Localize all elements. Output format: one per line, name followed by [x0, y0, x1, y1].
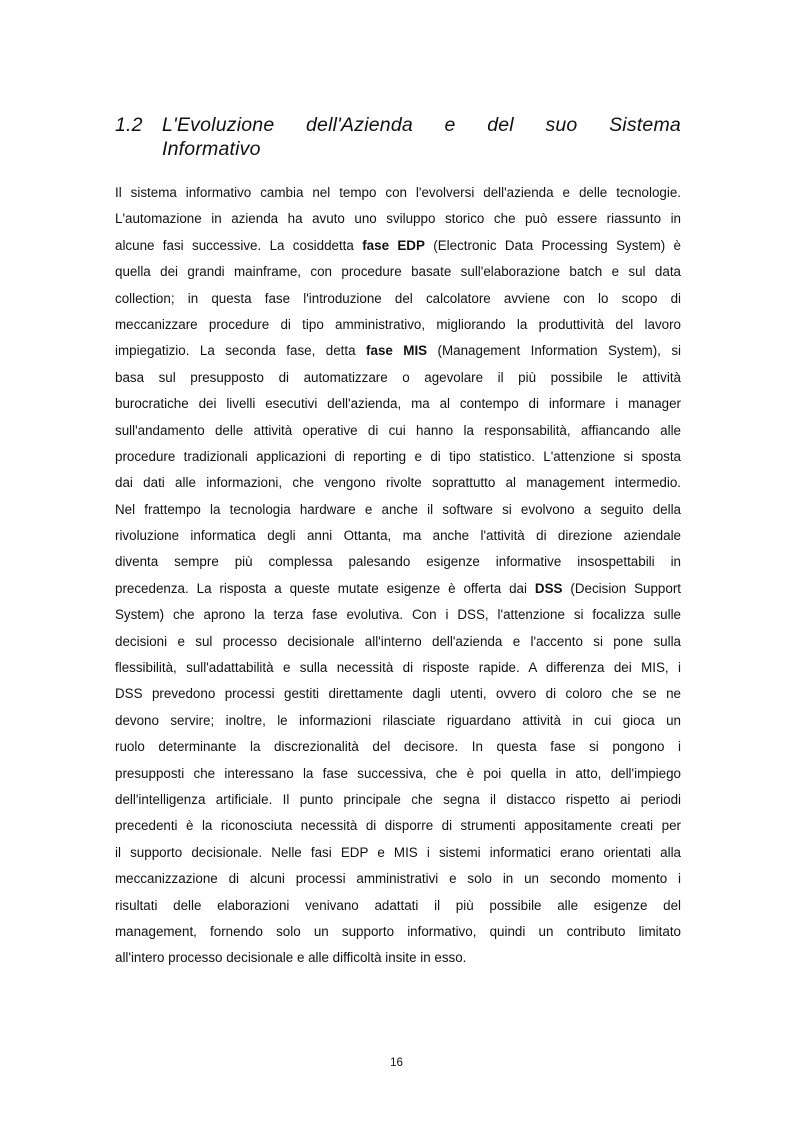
text-line: [115, 919, 681, 945]
text-run: decisioni e sul processo decisionale all'interno dell'azienda e l'accento si pone sulla: [115, 633, 681, 649]
text-run: risultati delle elaborazioni venivano adattati il più possibile alle esigenze del: [115, 897, 681, 913]
section-heading: [115, 113, 681, 161]
text-run: (Electronic Data Processing System) è: [424, 237, 681, 253]
text-line: [115, 787, 681, 813]
text-line: [115, 708, 681, 734]
text-run: burocratiche dei livelli esecutivi dell'azienda, ma al contempo di informare i manager: [115, 396, 681, 412]
text-run: all'intero processo decisionale e alle difficoltà insite in esso.: [115, 950, 467, 966]
text-run: Nel frattempo la tecnologia hardware e anche il software si evolvono a seguito della: [115, 501, 681, 517]
text-run: management, fornendo solo un supporto informativo, quindi un contributo limitato: [115, 923, 681, 939]
text-run: precedenza. La risposta a queste mutate esigenze è offerta dai: [115, 580, 535, 596]
text-line: [115, 470, 681, 496]
text-line: [115, 840, 681, 866]
text-run: procedure tradizionali applicazioni di reporting e di tipo statistico. L'attenzione si sposta: [115, 448, 681, 464]
text-line: [115, 602, 681, 628]
body-paragraph: [115, 180, 681, 972]
heading-word: e: [444, 114, 456, 136]
bold-term: fase MIS: [366, 343, 428, 359]
page-number: 16: [390, 1057, 403, 1069]
text-line: [115, 945, 681, 971]
bold-term: fase EDP: [362, 237, 425, 253]
heading-word: dell'Azienda: [305, 114, 413, 136]
text-run: DSS prevedono processi gestiti direttamente dagli utenti, ovvero di coloro che se ne: [115, 686, 681, 702]
text-run: basa sul presupposto di automatizzare o agevolare il più possibile le attività: [115, 369, 681, 385]
text-run: meccanizzare procedure di tipo amministrativo, migliorando la produttività del lavoro: [115, 316, 681, 332]
text-run: dell'intelligenza artificiale. Il punto principale che segna il distacco rispetto ai periodi: [115, 791, 681, 807]
section-heading-line-2: Informativo: [162, 138, 261, 160]
text-run: (Decision Support: [562, 580, 681, 596]
text-line: [115, 761, 681, 787]
heading-word: del: [487, 114, 514, 136]
text-run: ruolo determinante la discrezionalità del decisore. In questa fase si pongono i: [115, 739, 681, 755]
text-line: [115, 418, 681, 444]
text-run: meccanizzazione di alcuni processi amministrativi e solo in un secondo momento i: [115, 871, 681, 887]
heading-word: L'Evoluzione: [162, 114, 275, 136]
text-line: [115, 629, 681, 655]
text-run: (Management Information System), si: [427, 343, 681, 359]
text-line: [115, 338, 681, 364]
text-line: [115, 180, 681, 206]
text-line: [115, 233, 681, 259]
text-run: devono servire; inoltre, le informazioni rilasciate riguardano attività in cui gioca un: [115, 712, 681, 728]
text-run: presupposti che interessano la fase successiva, che è poi quella in atto, dell'impiego: [115, 765, 681, 781]
text-line: [115, 681, 681, 707]
section-heading-line-1: [115, 113, 681, 137]
text-line: [115, 893, 681, 919]
text-line: [115, 866, 681, 892]
text-run: diventa sempre più complessa palesando esigenze informative insospettabili in: [115, 554, 681, 570]
text-run: rivoluzione informatica degli anni Ottanta, ma anche l'attività di direzione aziendale: [115, 528, 681, 544]
text-line: [115, 655, 681, 681]
text-line: [115, 206, 681, 232]
text-line: [115, 813, 681, 839]
text-run: precedenti è la riconosciuta necessità di disporre di strumenti appositamente creati per: [115, 818, 681, 834]
text-line: [115, 497, 681, 523]
text-run: impiegatizio. La seconda fase, detta: [115, 343, 367, 359]
text-run: alcune fasi successive. La cosiddetta: [115, 237, 363, 253]
text-line: [115, 444, 681, 470]
text-run: quella dei grandi mainframe, con procedure basate sull'elaborazione batch e sul data: [115, 264, 681, 280]
text-run: System) che aprono la terza fase evolutiva. Con i DSS, l'attenzione si focalizza sulle: [115, 607, 681, 623]
text-line: [115, 391, 681, 417]
text-run: sull'andamento delle attività operative di cui hanno la responsabilità, affiancando alle: [115, 422, 681, 438]
text-run: dai dati alle informazioni, che vengono rivolte soprattutto al management intermedio.: [115, 475, 681, 491]
text-run: collection; in questa fase l'introduzione del calcolatore avviene con lo scopo di: [115, 290, 681, 306]
text-line: [115, 365, 681, 391]
text-line: [115, 576, 681, 602]
section-heading-first: [115, 113, 274, 137]
text-run: flessibilità, sull'adattabilità e sulla necessità di risposte rapide. A differenza dei MIS, i: [115, 660, 681, 676]
text-run: Il sistema informativo cambia nel tempo con l'evolversi dell'azienda e delle tecnologie.: [115, 185, 681, 200]
text-line: [115, 259, 681, 285]
text-line: [115, 734, 681, 760]
text-run: il supporto decisionale. Nelle fasi EDP e MIS i sistemi informatici erano orientati alla: [115, 844, 681, 860]
text-run: L'automazione in azienda ha avuto uno sviluppo storico che può essere riassunto in: [115, 211, 681, 227]
text-line: [115, 286, 681, 312]
text-line: [115, 312, 681, 338]
bold-term: DSS: [534, 580, 563, 596]
text-line: [115, 549, 681, 575]
heading-word: Sistema: [609, 114, 681, 136]
heading-word: suo: [545, 114, 578, 136]
text-line: [115, 523, 681, 549]
section-number: 1.2: [115, 114, 143, 136]
